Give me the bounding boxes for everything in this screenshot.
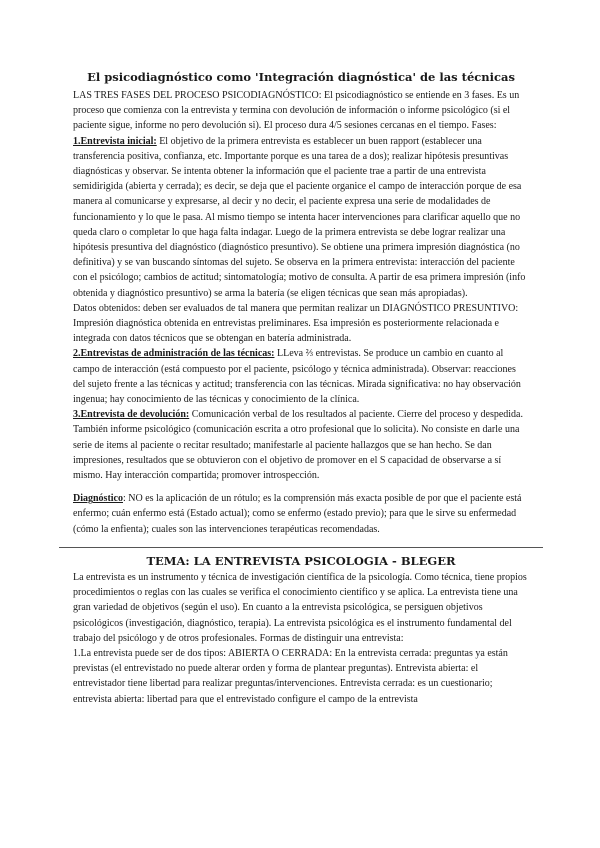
phase-3-paragraph: [73, 407, 529, 483]
phase-3-text: Comunicación verbal de los resultados al paciente. Cierre del proceso y despedida. También informe psicológico (comunicación escrita a otro profesional que lo solicita). No consiste en darle una serie de items al paciente o recitar resultado; manifestarle al paciente hallazgos que se han hecho. Se dan impresiones, resultados que se obtuvieron con el objetivo de promover en el S capacidad de observarse a sí mismo. Hay interacción compartida; promover introspección.: [73, 409, 523, 482]
phase-2-paragraph: [73, 346, 529, 407]
phase-2-text: LLeva ⅔ entrevistas. Se produce un cambio en cuanto al campo de interacción (está compuesto por el paciente, psicólogo y técnica administrada). Observar: reacciones del sujeto frente a las técnicas y actitud; transferencia con las técnicas. Mirada significativa: no hay observación ingenua; hay conocimiento de las técnicas y conocimiento de la clínica.: [73, 348, 521, 406]
phase-1-text: El objetivo de la primera entrevista es establecer un buen rapport (establecer una transferencia positiva, confianza, etc. Importante porque es una tarea de a dos); realizar hipótesis presuntivas diagnósticas y observar. Se intenta obtener la información que el paciente trae a partir de una entrevista semidirigida (abierta y cerrada); es decir, se deja que el paciente organice el campo de interacción porque de esa manera al comunicarse y expresarse, al decir y no decir, el paciente expresa una serie de modalidades de funcionamiento y lo que le pasa. Al mismo tiempo se intenta hacer intervenciones para clarificar aquello que no queda claro o completar lo que haga falta indagar. Luego de la primera entrevista se debe lograr realizar una hipótesis presuntiva del diagnóstico (diagnóstico presuntivo). Se obtiene una primera impresión diagnóstica (no definitiva) y se van buscando síntomas del sujeto. Se observa en la primera entrevista: interacción del paciente con el psicólogo; cambios de actitud; sintomatología; motivo de consulta. A partir de esa primera impresión (info obtenida y diagnóstico presuntivo) se arma la batería (se eligen técnicas que sean más apropiadas).: [73, 135, 526, 299]
spacer: [73, 483, 529, 491]
diagnostico-text: : NO es la aplicación de un rótulo; es la comprensión más exacta posible de por que el paciente está enfermo; cuán enfermo está (Estado actual); como se enfermo (estado previo); para que le sirve su enfermedad (cómo la enfienta); cuales son las intervenciones terapéuticas recomendadas.: [73, 493, 522, 535]
section-2-paragraph-1: La entrevista es un instrumento y técnica de investigación científica de la psicología. Como técnica, tiene propios procedimientos o reglas con las cuales se verifica el conocimiento científico y se aplica. La entrevista tiene una gran variedad de objetivos (según el uso). En cuanto a la entrevista psicológica, se persiguen objetivos psicológicos (investigación, diagnóstico, terapia). La entrevista psicológica es el instrumento fundamental del trabajo del psicólogo y de otros profesionales. Formas de distinguir una entrevista:: [73, 571, 527, 644]
section-divider: [59, 547, 543, 548]
intro-paragraph: LAS TRES FASES DEL PROCESO PSICODIAGNÓSTICO: El psicodiagnóstico se entiende en 3 fases. Es un proceso que comienza con la entrevista y termina con devolución de información o informe psicológico (si el paciente sigue, informe no pero devolución si). El proceso dura 4/5 sesiones cercanas en el tiempo. Fases:: [73, 90, 520, 132]
phase-1-extra-paragraph: Datos obtenidos: deben ser evaluados de tal manera que permitan realizar un DIAGNÓSTICO PRESUNTIVO: Impresión diagnóstica obtenida en entrevistas preliminares. Esa impresión es posteriormente relacionada e integrada con datos técnicos que se obtengan en batería administrada.: [73, 302, 519, 345]
phase-2-heading: 2.Entrevistas de administración de las técnicas:: [73, 348, 275, 360]
document-title: El psicodiagnóstico como 'Integración diagnóstica' de las técnicas: [87, 70, 515, 84]
diagnostico-paragraph: [73, 491, 529, 537]
phase-1-paragraph: [73, 134, 529, 301]
document-page: [73, 70, 529, 707]
section-2-title: TEMA: LA ENTREVISTA PSICOLOGIA - BLEGER: [146, 553, 456, 568]
diagnostico-heading: Diagnóstico: [73, 493, 123, 505]
phase-1-heading: 1.Entrevista inicial:: [73, 135, 157, 147]
phase-3-heading: 3.Entrevista de devolución:: [73, 409, 190, 421]
section-2-paragraph-2: 1.La entrevista puede ser de dos tipos: ABIERTA O CERRADA: En la entrevista cerrada: preguntas ya están previstas (el entrevistado no puede alterar orden y forma de plantear preguntas). Entrevista abierta: el entrevistador tiene libertad para realizar preguntas/intervenciones. Entrevista cerrada: es un cuestionario; entrevista abierta: libertad para que el entrevistado configure el campo de la entrevista: [73, 647, 508, 705]
